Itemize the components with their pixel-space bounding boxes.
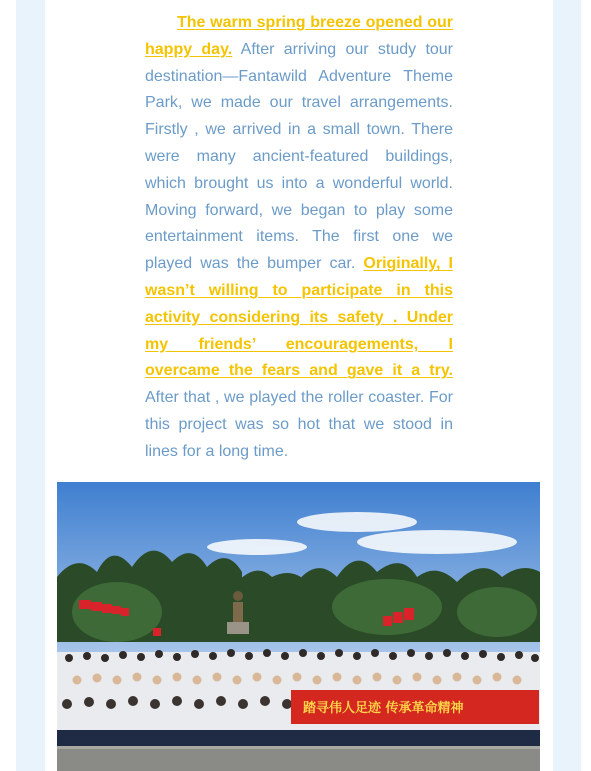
ground <box>57 746 540 771</box>
group-photo-illustration <box>57 482 540 771</box>
highlight-sentence-1: The warm spring breeze opened our happy day. <box>145 14 453 58</box>
banner-text: 踏寻伟人足迹 传承革命精神 <box>303 701 464 716</box>
group-photo <box>57 482 540 771</box>
highlight-sentence-2: Originally, I wasn’t willing to participate in this activity considering its safety . Under my friends’ encouragements, I overcame the fears and gave it a try. <box>145 255 453 380</box>
article-text-1: After arriving our study tour destination—Fantawild Adventure Theme Park, we made our travel arrangements. Firstly , we arrived in a small town. There were many ancient-featured buildings, which brought us into a wonderful world. Moving forward, we began to play some entertainment items. The first one we played was the bumper car. <box>145 40 454 273</box>
article-body <box>145 10 453 466</box>
ground-edge <box>57 746 540 749</box>
article-paragraph <box>145 10 453 466</box>
article-text-2: After that , we played the roller coaster. For this project was so hot that we stood in lines for a long time. <box>145 389 453 460</box>
red-banner <box>291 690 539 724</box>
